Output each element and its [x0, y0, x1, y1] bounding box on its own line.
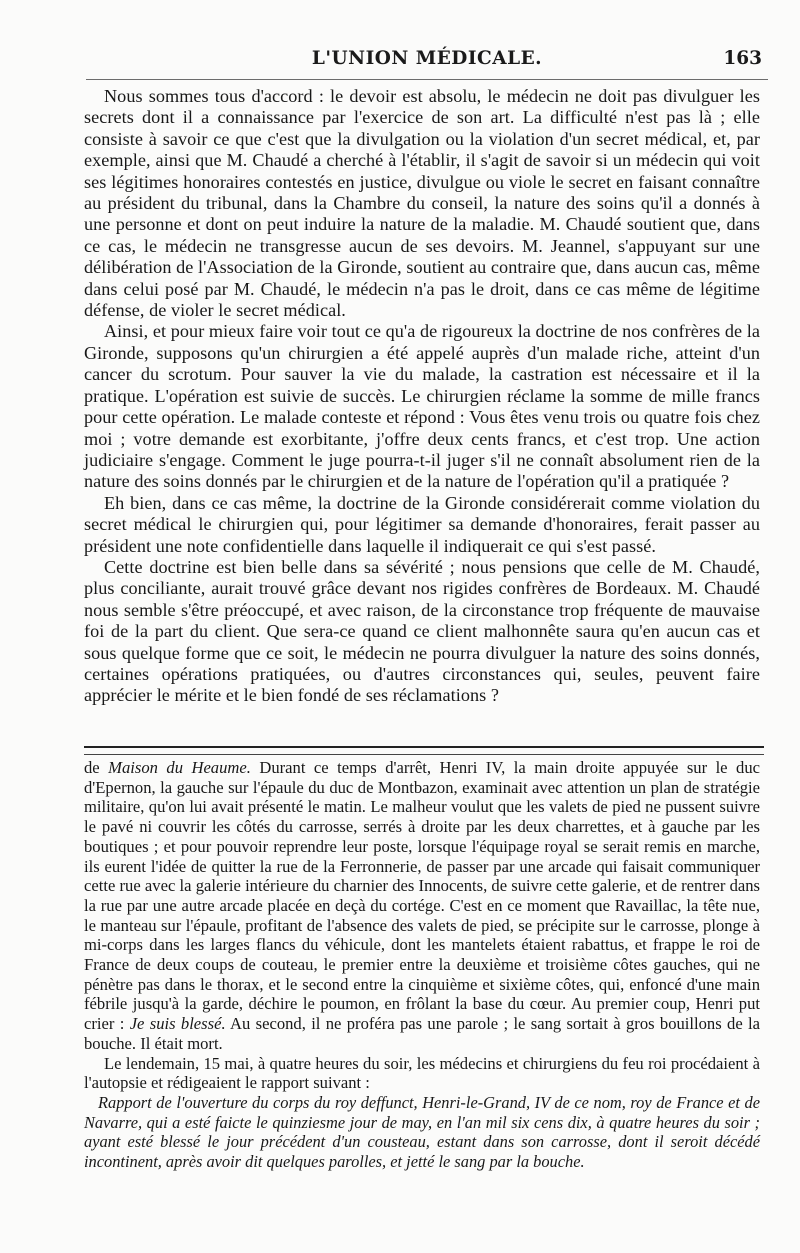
feuilleton-section [84, 758, 760, 1172]
text-fragment: Durant ce temps d'arrêt, Henri IV, la main droite appuyée sur le duc d'Epernon, la gauche sur l'épaule du duc de Montbazon, examinait avec attention un plan de stratégie militaire, qu'on lui avait présenté le matin. Le malheur voulut que les valets de pied ne pussent suivre le pavé ni couvrir les côtés du carrosse, serrés à droite par les deux charrettes, et à gauche par les boutiques ; et pour pouvoir reprendre leur poste, lorsque l'équipage royal se serait remis en marche, ils eurent l'idée de quitter la rue de la Ferronnerie, de passer par une arcade qui faisait communiquer cette rue avec la galerie intérieure du charnier des Innocents, de suivre cette galerie, et de rentrer dans la rue par une autre arcade placée en deçà du cortége. C'est en ce moment que Ravaillac, la tête nue, le manteau sur l'épaule, profitant de l'absence des valets de pied, se précipite sur le carrosse, plonge à mi-corps dans les larges flancs du véhicule, dont les mantelets étaient rabattus, et frappe le roi de France de deux coups de couteau, le premier entre la deuxième et troisième côtes gauches, qui ne pénètre pas dans le thorax, et le second entre la cinquième et sixième côtes, qui, enfoncé d'une main fébrile jusqu'à la garde, déchire le poumon, en frôlant la base du cœur. Au premier coup, Henri put crier : [84, 758, 760, 1034]
text-fragment: de [84, 758, 109, 777]
text-fragment: Au second, il ne proféra pas une parole ; le sang sortait à gros bouillons de la bouche. Il était mort. [84, 1014, 760, 1053]
page-number: 163 [723, 48, 762, 69]
article-body [84, 86, 760, 707]
feuilleton-paragraph [84, 758, 760, 1054]
feuilleton-separator [84, 746, 764, 755]
italic-quote: Je suis blessé. [129, 1014, 226, 1034]
page-header [86, 46, 768, 80]
autopsy-report-quote: Rapport de l'ouverture du corps du roy deffunct, Henri-le-Grand, IV de ce nom, roy de France et de Navarre, qui a esté faicte le quinziesme jour de may, en l'an mil six cens dix, à quatre heures du soir ; ayant esté blessé le jour précédent d'un cousteau, estant dans son carrosse, dont il seroit décédé incontinent, après avoir dit quelques parolles, et jetté le sang par la bouche. [84, 1092, 760, 1172]
header-rule [86, 79, 768, 80]
paragraph: Eh bien, dans ce cas même, la doctrine de la Gironde considérerait comme violation du secret médical le chirurgien qui, pour légitimer sa demande d'honoraires, ferait passer au président une note confidentielle dans laquelle il indiquerait ce qui s'est passé. [84, 492, 760, 556]
paragraph: Ainsi, et pour mieux faire voir tout ce qu'a de rigoureux la doctrine de nos confrères de la Gironde, supposons qu'un chirurgien a été appelé auprès d'un malade riche, atteint d'un cancer du scrotum. Pour sauver la vie du malade, la castration est nécessaire et il la pratique. L'opération est suivie de succès. Le chirurgien réclame la somme de mille francs pour cette opération. Le malade conteste et répond : Vous êtes venu trois ou quatre fois chez moi ; votre demande est exorbitante, j'offre deux cents francs, et c'est trop. Une action judiciaire s'engage. Comment le juge pourra-t-il juger s'il ne connaît absolument rien de la nature des soins donnés par le chirurgien et de la nature de l'opération qu'il a pratiquée ? [84, 321, 760, 492]
paragraph: Nous sommes tous d'accord : le devoir est absolu, le médecin ne doit pas divulguer les secrets dont il a connaissance par l'exercice de son art. La difficulté n'est pas là ; elle consiste à savoir ce que c'est que la divulgation ou la violation d'un secret médical, et, par exemple, ainsi que M. Chaudé a cherché à l'établir, il s'agit de savoir si un médecin qui voit ses légitimes honoraires contestés en justice, divulgue ou viole le secret en faisant connaître au président du tribunal, dans la Chambre du conseil, la nature des soins qu'il a donnés à une personne et dont on peut induire la nature de la maladie. M. Chaudé soutient que, dans ce cas, le médecin ne transgresse aucun de ses devoirs. M. Jeannel, s'appuyant sur une délibération de l'Association de la Gironde, soutient au contraire que, dans aucun cas, même dans celui posé par M. Chaudé, le médecin n'a pas le droit, dans ce cas même de légitime défense, de violer le secret médical. [84, 86, 760, 321]
running-title: L'UNION MÉDICALE. [311, 48, 543, 69]
paragraph: Cette doctrine est bien belle dans sa sévérité ; nous pensions que celle de M. Chaudé, plus conciliante, aurait trouvé grâce devant nos rigides confrères de Bordeaux. M. Chaudé nous semble s'être préoccupé, et avec raison, de la circonstance trop fréquente de mauvaise foi de la part du client. Que sera-ce quand ce client malhonnête saura qu'en aucun cas et sous quelque forme que ce soit, le médecin ne pourra divulguer la nature des soins donnés, certaines opérations pratiquées, ou d'autres circonstances qui, seules, peuvent faire apprécier le mérite et le bien fondé de ses réclamations ? [84, 556, 760, 706]
italic-place-name: Maison du Heaume. [108, 758, 251, 777]
feuilleton-paragraph: Le lendemain, 15 mai, à quatre heures du soir, les médecins et chirurgiens du feu roi procédaient à l'autopsie et rédigeaient le rapport suivant : [84, 1053, 760, 1093]
